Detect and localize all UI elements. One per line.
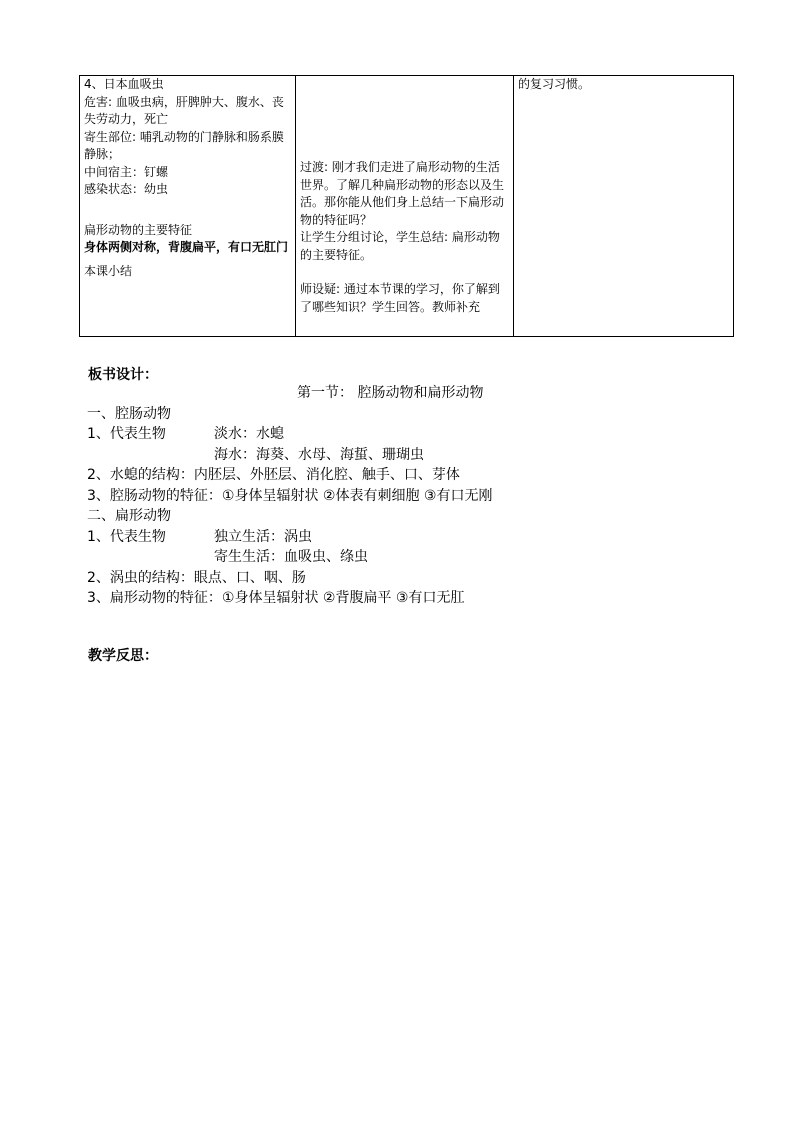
transition-text: 过渡: 刚才我们走进了扁形动物的生活世界。了解几种扁形动物的形态以及生活。那你能从他们身上总结一下扁形动物的特征吗？	[300, 160, 505, 227]
content-line: 寄生部位: 哺乳动物的门静脉和肠系膜静脉；	[84, 129, 284, 161]
board-line: 3、扁形动物的特征：①身体呈辐射状 ②背腹扁平 ③有口无肛	[87, 590, 465, 606]
feature-title: 扁形动物的主要特征	[84, 222, 193, 237]
question-text: 师设疑: 通过本节课的学习，你了解到了哪些知识？学生回答。教师补充	[300, 282, 500, 314]
section-heading: 一、腔肠动物	[87, 405, 171, 422]
board-line: 海水：海葵、水母、海蜇、珊瑚虫	[214, 446, 424, 463]
board-title: 第一节： 腔肠动物和扁形动物	[297, 385, 484, 401]
board-line: 2、水螅的结构：内胚层、外胚层、消化腔、触手、口、芽体	[87, 467, 460, 483]
board-line: 3、腔肠动物的特征：①身体呈辐射状 ②体表有刺细胞 ③有口无刚	[87, 487, 493, 504]
board-line: 淡水：水螅	[214, 426, 284, 442]
section-heading: 二、扁形动物	[87, 508, 171, 524]
reflection-heading: 教学反思：	[88, 648, 158, 664]
board-line: 独立生活：涡虫	[214, 528, 312, 545]
content-line: 感染状态：幼虫	[84, 182, 169, 196]
content-line: 危害: 血吸虫病，肝脾肿大、腹水、丧失劳动力，死亡	[84, 94, 284, 126]
intent-cell	[514, 76, 734, 337]
board-line: 1、代表生物	[87, 528, 166, 545]
board-heading: 板书设计：	[88, 367, 158, 383]
feature-text: 身体两侧对称，背腹扁平，有口无肛门	[84, 240, 289, 254]
board-line: 2、涡虫的结构：眼点、口、咽、肠	[87, 569, 306, 586]
content-line: 中间宿主：钉螺	[84, 164, 169, 179]
intent-text: 的复习习惯。	[518, 77, 591, 91]
board-design	[87, 383, 707, 609]
content-cell	[80, 76, 296, 337]
board-line: 寄生生活：血吸虫、绦虫	[214, 549, 368, 565]
discussion-text: 让学生分组讨论，学生总结: 扁形动物的主要特征。	[300, 230, 500, 262]
table-row	[80, 76, 734, 337]
summary-text: 本课小结	[84, 263, 133, 278]
lesson-table	[79, 75, 734, 337]
activity-cell	[296, 76, 514, 337]
board-line: 1、代表生物	[87, 426, 166, 442]
content-line: 4、日本血吸虫	[84, 77, 164, 91]
